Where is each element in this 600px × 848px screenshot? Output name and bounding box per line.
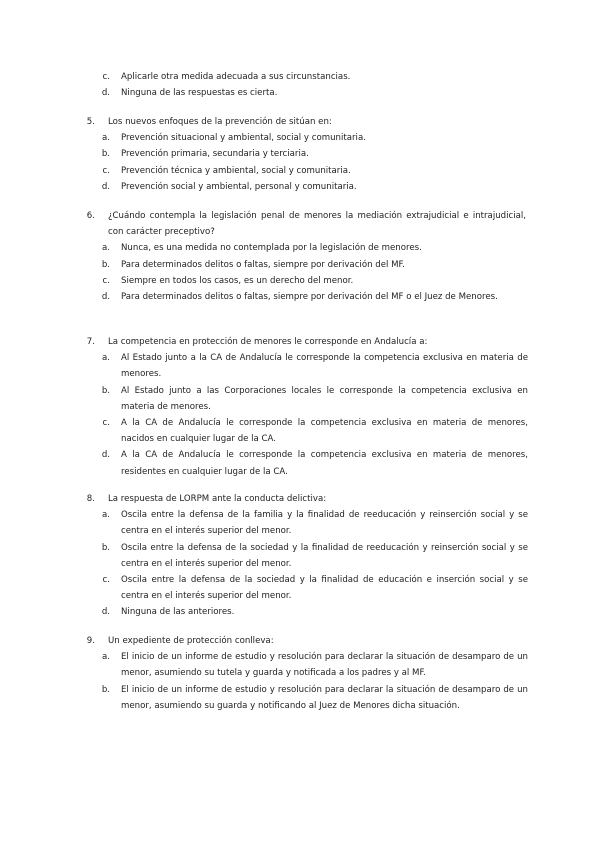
option-item <box>0 572 600 604</box>
previous-question-options <box>0 69 600 101</box>
question-text: ¿Cuándo contempla la legislación penal de menores la mediación extrajudicial e intrajudicial, con carácter preceptivo? <box>108 211 526 238</box>
option-label: b. <box>101 385 110 396</box>
option-item <box>0 649 600 681</box>
option-label: d. <box>101 181 110 192</box>
option-label: c. <box>102 72 110 82</box>
option-item <box>0 85 600 101</box>
option-label: b. <box>101 542 110 553</box>
question-text: La competencia en protección de menores le corresponde en Andalucía a: <box>108 337 428 347</box>
option-text: Siempre en todos los casos, es un derecho del menor. <box>121 275 354 286</box>
option-label: a. <box>102 510 110 521</box>
option-item <box>0 415 600 447</box>
option-text: Oscila entre la defensa de la sociedad y la finalidad de educación e inserción social y se centra en el interés superior del menor. <box>121 575 528 602</box>
option-text: Ninguna de las anteriores. <box>121 607 235 618</box>
option-text: Oscila entre la defensa de la sociedad y la finalidad de reeducación y reinserción social y se centra en el interés superior del menor. <box>121 542 528 569</box>
option-label: c. <box>102 165 110 176</box>
option-item <box>0 383 600 415</box>
option-text: El inicio de un informe de estudio y resolución para declarar la situación de desamparo de un menor, asumiendo su tutela y guarda y notificada a los padres y al MF. <box>121 652 528 679</box>
option-label: b. <box>101 149 110 160</box>
option-item <box>0 273 600 289</box>
option-item <box>0 69 600 85</box>
option-text: Prevención social y ambiental, personal y comunitaria. <box>121 181 357 192</box>
question-number: 5. <box>86 117 95 127</box>
option-text: A la CA de Andalucía le corresponde la competencia exclusiva en materia de menores, nacidos en cualquier lugar de la CA. <box>121 418 528 445</box>
option-item <box>0 682 600 714</box>
option-label: d. <box>101 292 110 303</box>
option-label: c. <box>102 275 110 286</box>
question-7 <box>0 334 600 480</box>
question-number: 8. <box>86 494 95 504</box>
option-item <box>0 507 600 539</box>
option-text: Prevención técnica y ambiental, social y comunitaria. <box>121 165 351 176</box>
option-text: Aplicarle otra medida adecuada a sus circunstancias. <box>121 72 351 82</box>
option-label: b. <box>101 259 110 270</box>
question-stem <box>0 334 600 350</box>
option-item <box>0 447 600 479</box>
question-6 <box>0 208 600 305</box>
question-8 <box>0 491 600 621</box>
question-stem <box>0 208 600 240</box>
option-text: El inicio de un informe de estudio y resolución para declarar la situación de desamparo de un menor, asumiendo su guarda y notificando al Juez de Menores dicha situación. <box>121 684 528 711</box>
option-label: d. <box>101 607 110 618</box>
question-number: 7. <box>86 337 95 347</box>
option-label: d. <box>101 450 110 461</box>
option-label: a. <box>102 353 110 364</box>
option-text: Al Estado junto a las Corporaciones locales le corresponde la competencia exclusiva en materia de menores. <box>121 385 528 412</box>
question-text: Un expediente de protección conlleva: <box>108 636 274 646</box>
option-label: b. <box>101 684 110 695</box>
option-text: Prevención situacional y ambiental, social y comunitaria. <box>121 133 366 144</box>
option-text: A la CA de Andalucía le corresponde la competencia exclusiva en materia de menores, residentes en cualquier lugar de la CA. <box>121 450 528 477</box>
question-stem <box>0 491 600 507</box>
option-text: Para determinados delitos o faltas, siempre por derivación del MF o el Juez de Menores. <box>121 292 498 303</box>
question-number: 6. <box>86 211 95 221</box>
option-label: a. <box>102 243 110 254</box>
question-number: 9. <box>86 636 95 646</box>
option-item <box>0 146 600 162</box>
option-label: a. <box>102 652 110 663</box>
question-text: La respuesta de LORPM ante la conducta delictiva: <box>108 494 327 504</box>
option-item <box>0 604 600 620</box>
option-label: a. <box>102 133 110 144</box>
question-9 <box>0 633 600 714</box>
question-text: Los nuevos enfoques de la prevención de sitúan en: <box>108 117 332 127</box>
option-item <box>0 179 600 195</box>
option-text: Nunca, es una medida no contemplada por la legislación de menores. <box>121 243 422 254</box>
option-item <box>0 163 600 179</box>
option-text: Al Estado junto a la CA de Andalucía le corresponde la competencia exclusiva en materia de menores. <box>121 353 528 380</box>
option-text: Oscila entre la defensa de la familia y la finalidad de reeducación y reinserción social y se centra en el interés superior del menor. <box>121 510 528 537</box>
option-item <box>0 257 600 273</box>
option-item <box>0 289 600 305</box>
option-text: Para determinados delitos o faltas, siempre por derivación del MF. <box>121 259 405 270</box>
question-stem <box>0 114 600 130</box>
option-item <box>0 350 600 382</box>
option-item <box>0 130 600 146</box>
option-item <box>0 240 600 256</box>
option-label: c. <box>102 575 110 586</box>
option-label: c. <box>102 418 110 429</box>
option-text: Prevención primaria, secundaria y terciaria. <box>121 149 309 160</box>
option-label: d. <box>101 88 110 99</box>
option-text: Ninguna de las respuestas es cierta. <box>121 88 278 99</box>
option-item <box>0 540 600 572</box>
question-stem <box>0 633 600 649</box>
question-5 <box>0 114 600 195</box>
